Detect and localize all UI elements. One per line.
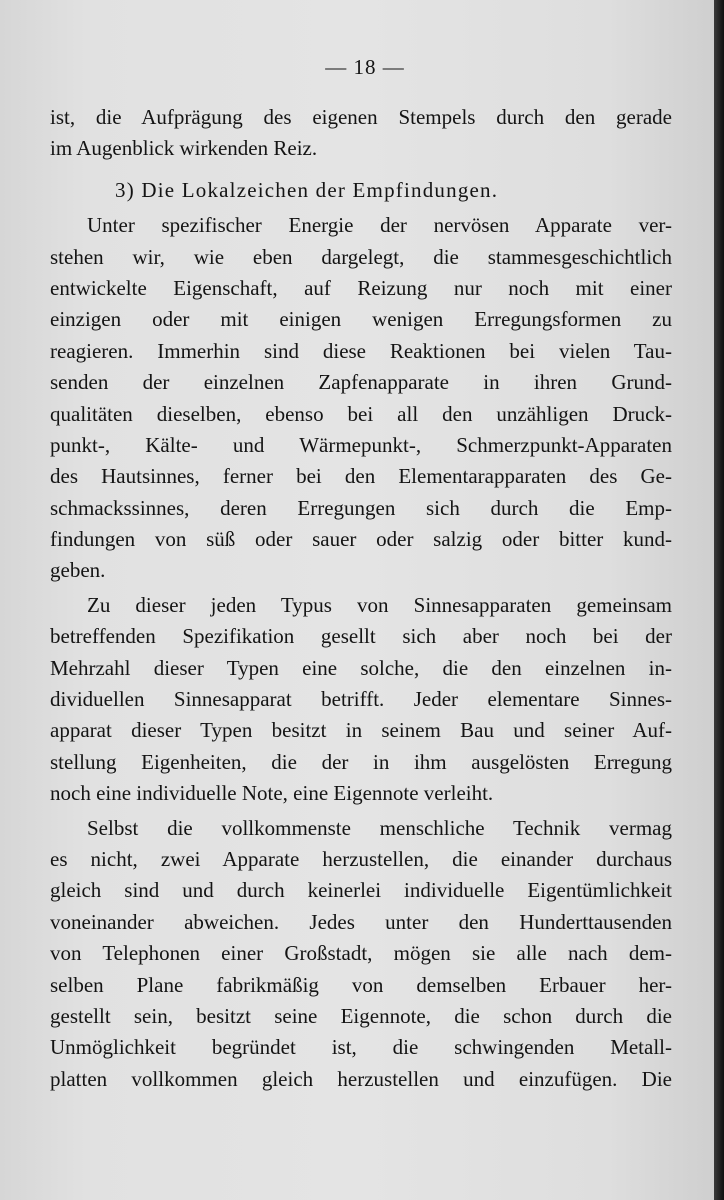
page-number: — 18 — [325, 55, 405, 79]
text-line: gleich sind und durch keinerlei individuelle Eigentümlichkeit [50, 878, 672, 903]
paragraph-2 [50, 590, 672, 810]
text-line: qualitäten dieselben, ebenso bei all den unzähligen Druck- [50, 401, 672, 426]
opening-paragraph [50, 102, 672, 165]
text-line: dividuellen Sinnesapparat betrifft. Jeder elementare Sinnes- [50, 687, 672, 712]
text-line: apparat dieser Typen besitzt in seinem Bau und seiner Auf- [50, 718, 672, 743]
text-line: Mehrzahl dieser Typen eine solche, die den einzelnen in- [50, 655, 672, 680]
text-line: reagieren. Immerhin sind diese Reaktionen bei vielen Tau- [50, 338, 672, 363]
section-heading: 3) Die Lokalzeichen der Empfindungen. [115, 177, 499, 202]
text-line: von Telephonen einer Großstadt, mögen sie alle nach dem- [50, 941, 672, 966]
text-line: Selbst die vollkommenste menschliche Technik vermag [87, 815, 672, 840]
text-line: geben. [50, 558, 106, 583]
text-line: stellung Eigenheiten, die der in ihm ausgelösten Erregung [50, 749, 672, 774]
text-line: platten vollkommen gleich herzustellen und einzufügen. Die [50, 1066, 672, 1091]
text-line: stehen wir, wie eben dargelegt, die stammesgeschichtlich [50, 244, 672, 269]
text-line: entwickelte Eigenschaft, auf Reizung nur noch mit einer [50, 275, 672, 300]
text-line: gestellt sein, besitzt seine Eigennote, die schon durch die [50, 1003, 672, 1028]
text-line: findungen von süß oder sauer oder salzig oder bitter kund- [50, 527, 672, 552]
text-line: im Augenblick wirkenden Reiz. [50, 136, 318, 161]
text-line: einzigen oder mit einigen wenigen Erregungsformen zu [50, 307, 672, 332]
text-line: Unter spezifischer Energie der nervösen Apparate ver- [87, 213, 672, 238]
text-line: ist, die Aufprägung des eigenen Stempels durch den gerade [50, 105, 672, 129]
text-line: senden der einzelnen Zapfenapparate in ihren Grund- [50, 370, 672, 395]
paragraph-3 [50, 813, 672, 1096]
text-line: noch eine individuelle Note, eine Eigennote verleiht. [50, 781, 494, 806]
text-line: es nicht, zwei Apparate herzustellen, die einander durchaus [50, 846, 672, 871]
text-line: punkt-, Kälte- und Wärmepunkt-, Schmerzpunkt-Apparaten [50, 432, 672, 457]
text-line: Unmöglichkeit begründet ist, die schwingenden Metall- [50, 1035, 672, 1060]
text-line: schmackssinnes, deren Erregungen sich durch die Emp- [50, 495, 672, 520]
page-edge-shadow [714, 0, 724, 1200]
text-line: selben Plane fabrikmäßig von demselben Erbauer her- [50, 972, 672, 997]
text-line: betreffenden Spezifikation gesellt sich aber noch bei der [50, 624, 672, 649]
text-line: voneinander abweichen. Jedes unter den Hunderttausenden [50, 909, 672, 934]
text-line: des Hautsinnes, ferner bei den Elementarapparaten des Ge- [50, 464, 672, 489]
text-line: Zu dieser jeden Typus von Sinnesapparaten gemeinsam [87, 592, 672, 617]
paragraph-1 [50, 210, 672, 587]
